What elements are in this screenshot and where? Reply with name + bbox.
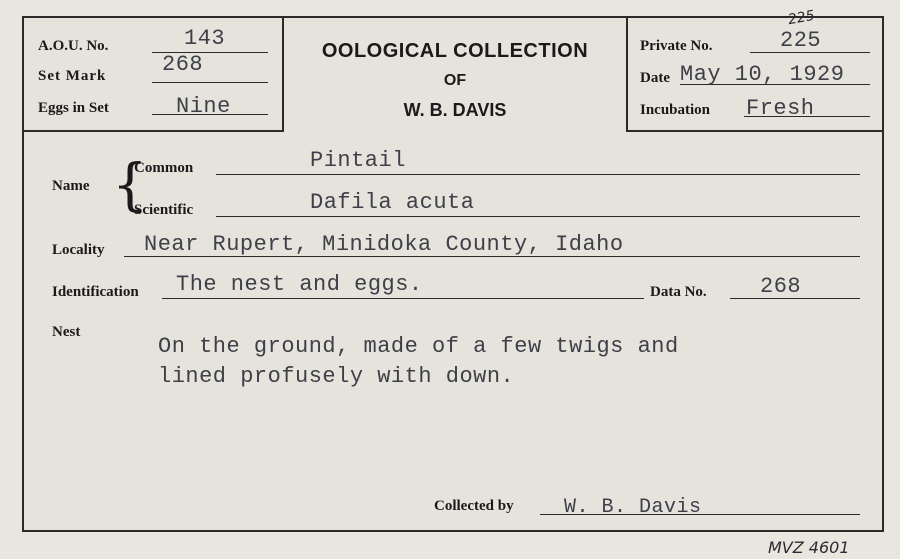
nest-label: Nest <box>52 324 81 340</box>
name-label: Name <box>52 178 90 194</box>
header-bottom-left <box>24 130 284 132</box>
locality-value: Near Rupert, Minidoka County, Idaho <box>144 232 624 257</box>
common-underline <box>216 174 860 175</box>
header-bottom-right <box>626 130 884 132</box>
private-correction: 225 <box>786 7 816 29</box>
collected-by-value: W. B. Davis <box>564 496 702 519</box>
aou-label: A.O.U. No. <box>38 38 109 54</box>
data-no-label: Data No. <box>650 284 707 300</box>
identification-label: Identification <box>52 284 139 300</box>
date-value: May 10, 1929 <box>680 62 845 87</box>
incubation-value: Fresh <box>746 96 815 121</box>
set-mark-underline <box>152 82 268 83</box>
eggs-label: Eggs in Set <box>38 100 109 116</box>
locality-label: Locality <box>52 242 105 258</box>
header-divider-right <box>626 18 628 132</box>
set-mark-value: 268 <box>162 52 204 77</box>
scientific-underline <box>216 216 860 217</box>
date-label: Date <box>640 70 670 86</box>
incubation-label: Incubation <box>640 102 711 118</box>
identification-value: The nest and eggs. <box>176 272 423 297</box>
collection-title: OOLOGICAL COLLECTION <box>321 40 589 62</box>
aou-value: 143 <box>184 26 226 51</box>
data-card <box>22 7 884 532</box>
name-brace: { <box>112 153 148 218</box>
scientific-value: Dafila acuta <box>310 190 475 215</box>
identification-underline <box>162 298 644 299</box>
data-no-value: 268 <box>760 274 802 299</box>
common-value: Pintail <box>310 148 406 173</box>
catalog-number: MVZ 4601 <box>768 538 850 557</box>
collector-title: W. B. DAVIS <box>403 100 507 120</box>
eggs-value: Nine <box>176 94 231 119</box>
set-mark-label: Set Mark <box>38 68 107 84</box>
scientific-label: Scientific <box>134 202 194 218</box>
private-label: Private No. <box>640 38 713 54</box>
private-value: 225 <box>780 28 822 53</box>
nest-line-2: lined profusely with down. <box>158 364 515 389</box>
common-label: Common <box>134 160 194 176</box>
collected-by-label: Collected by <box>434 498 514 514</box>
nest-line-1: On the ground, made of a few twigs and <box>158 334 679 359</box>
collection-title-of: OF <box>443 72 467 89</box>
